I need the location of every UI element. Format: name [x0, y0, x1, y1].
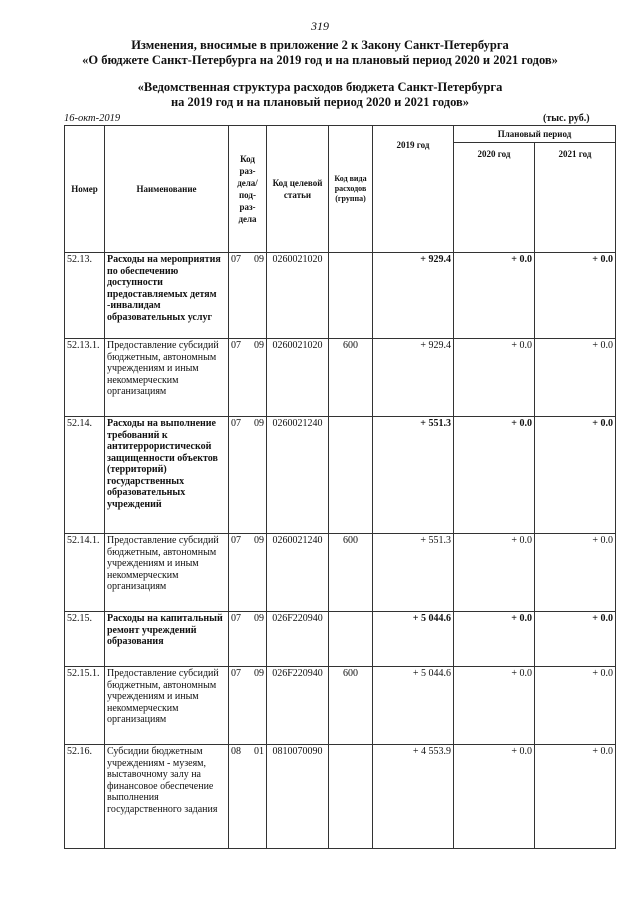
row-name: Предоставление субсидий бюджетным, автономным учреждениям и иным некоммерческим организациям — [105, 667, 229, 745]
row-section: 07 — [229, 339, 249, 417]
row-amount-2020: + 0.0 — [454, 417, 535, 534]
row-amount-2020: + 0.0 — [454, 667, 535, 745]
row-subsection: 09 — [249, 612, 267, 667]
row-amount-2019: + 5 044.6 — [373, 612, 454, 667]
row-number: 52.15.1. — [65, 667, 105, 745]
row-name: Предоставление субсидий бюджетным, автономным учреждениям и иным некоммерческим организациям — [105, 339, 229, 417]
row-name: Расходы на мероприятия по обеспечению доступности предоставляемых детям -инвалидам образовательных услуг — [105, 253, 229, 339]
table-row — [65, 534, 616, 612]
row-target-code: 0260021240 — [267, 417, 329, 534]
row-section: 07 — [229, 253, 249, 339]
document-title — [0, 38, 640, 68]
units-label: (тыс. руб.) — [543, 113, 590, 124]
row-amount-2021: + 0.0 — [535, 745, 616, 849]
row-target-code: 0260021020 — [267, 253, 329, 339]
row-section: 07 — [229, 534, 249, 612]
row-expense-type — [329, 417, 373, 534]
row-section: 08 — [229, 745, 249, 849]
row-expense-type: 600 — [329, 667, 373, 745]
row-amount-2020: + 0.0 — [454, 534, 535, 612]
row-amount-2019: + 929.4 — [373, 339, 454, 417]
row-expense-type — [329, 612, 373, 667]
row-section: 07 — [229, 667, 249, 745]
header-planned-period: Плановый период — [454, 126, 616, 143]
subtitle-line-1: «Ведомственная структура расходов бюджета Санкт-Петербурга — [137, 80, 503, 94]
header-year-2020: 2020 год — [454, 143, 535, 253]
row-amount-2019: + 4 553.9 — [373, 745, 454, 849]
row-target-code: 0260021020 — [267, 339, 329, 417]
header-name: Наименование — [105, 126, 229, 253]
row-amount-2020: + 0.0 — [454, 612, 535, 667]
row-amount-2019: + 929.4 — [373, 253, 454, 339]
row-expense-type: 600 — [329, 534, 373, 612]
row-expense-type — [329, 253, 373, 339]
row-target-code: 026F220940 — [267, 612, 329, 667]
row-expense-type — [329, 745, 373, 849]
row-section: 07 — [229, 612, 249, 667]
row-subsection: 09 — [249, 417, 267, 534]
document-subtitle — [0, 80, 640, 110]
header-section-code: Код раз-дела/ под-раз-дела — [229, 126, 267, 253]
header-target-code: Код целевой статьи — [267, 126, 329, 253]
table-row — [65, 417, 616, 534]
row-amount-2020: + 0.0 — [454, 339, 535, 417]
row-target-code: 0810070090 — [267, 745, 329, 849]
row-name: Расходы на выполнение требований к антитеррористической защищенности объектов (территорий) государственных образовательных учреждений — [105, 417, 229, 534]
row-amount-2021: + 0.0 — [535, 534, 616, 612]
subtitle-line-2: на 2019 год и на плановый период 2020 и 2021 годов» — [170, 95, 470, 109]
row-name: Расходы на капитальный ремонт учреждений образования — [105, 612, 229, 667]
row-number: 52.14.1. — [65, 534, 105, 612]
page-number: 319 — [311, 19, 329, 33]
row-number: 52.16. — [65, 745, 105, 849]
budget-table — [64, 125, 616, 849]
header-year-2019: 2019 год — [373, 126, 454, 253]
row-amount-2021: + 0.0 — [535, 612, 616, 667]
row-name: Предоставление субсидий бюджетным, автономным учреждениям и иным некоммерческим организациям — [105, 534, 229, 612]
header-number: Номер — [65, 126, 105, 253]
row-amount-2021: + 0.0 — [535, 417, 616, 534]
row-number: 52.14. — [65, 417, 105, 534]
row-expense-type: 600 — [329, 339, 373, 417]
row-subsection: 09 — [249, 253, 267, 339]
row-target-code: 0260021240 — [267, 534, 329, 612]
table-row — [65, 667, 616, 745]
table-row — [65, 339, 616, 417]
row-subsection: 09 — [249, 534, 267, 612]
row-amount-2021: + 0.0 — [535, 667, 616, 745]
row-number: 52.13.1. — [65, 339, 105, 417]
title-line-2: «О бюджете Санкт-Петербурга на 2019 год и на плановый период 2020 и 2021 годов» — [82, 53, 558, 67]
row-number: 52.15. — [65, 612, 105, 667]
document-date: 16-окт-2019 — [64, 113, 121, 124]
row-amount-2021: + 0.0 — [535, 253, 616, 339]
row-section: 07 — [229, 417, 249, 534]
header-year-2021: 2021 год — [535, 143, 616, 253]
row-subsection: 01 — [249, 745, 267, 849]
table-row — [65, 253, 616, 339]
table-row — [65, 612, 616, 667]
row-target-code: 026F220940 — [267, 667, 329, 745]
row-amount-2020: + 0.0 — [454, 745, 535, 849]
table-row — [65, 745, 616, 849]
row-amount-2020: + 0.0 — [454, 253, 535, 339]
row-subsection: 09 — [249, 339, 267, 417]
header-expense-type-code: Код вида расходов (группа) — [329, 126, 373, 253]
row-amount-2019: + 5 044.6 — [373, 667, 454, 745]
row-amount-2019: + 551.3 — [373, 534, 454, 612]
row-number: 52.13. — [65, 253, 105, 339]
title-line-1: Изменения, вносимые в приложение 2 к Закону Санкт-Петербурга — [131, 38, 509, 52]
row-name: Субсидии бюджетным учреждениям - музеям, выставочному залу на финансовое обеспечение выполнения государственного задания — [105, 745, 229, 849]
row-amount-2021: + 0.0 — [535, 339, 616, 417]
row-subsection: 09 — [249, 667, 267, 745]
row-amount-2019: + 551.3 — [373, 417, 454, 534]
